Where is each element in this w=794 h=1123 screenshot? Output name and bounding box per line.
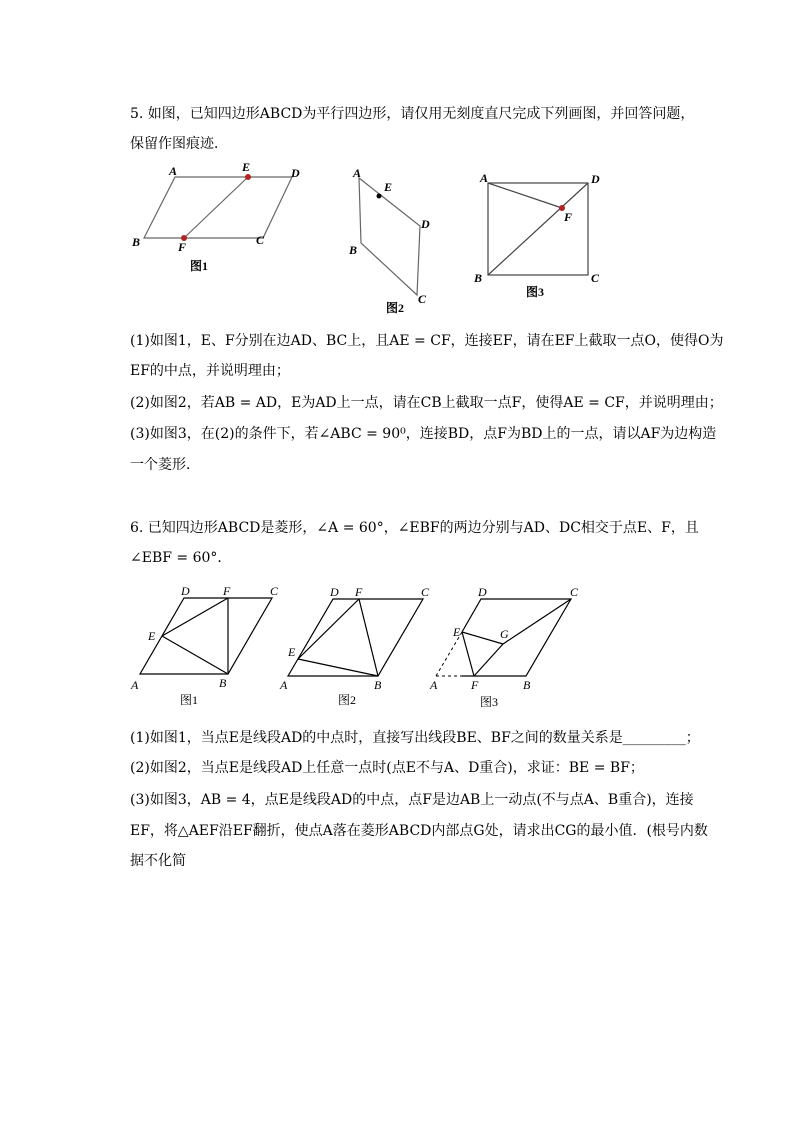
q5-fig3-label-C: C <box>591 271 600 285</box>
q6-fig3-segment-EG <box>462 632 503 644</box>
q6-fig2-segment-EF <box>298 599 359 659</box>
q6-fig1-label-C: C <box>270 584 279 598</box>
q6-fig3-label-G: G <box>500 627 509 641</box>
q5-fig1-parallelogram <box>144 177 292 238</box>
q6-part2: (2)如图2，当点E是线段AD上任意一点时(点E不与A、D重合)，求证：BE = BF； <box>130 760 644 776</box>
q6-fig3-segment-FG <box>474 644 503 676</box>
q6-part1: (1)如图1，当点E是线段AD的中点时，直接写出线段BE、BF之间的数量关系是_________； <box>130 730 700 746</box>
q6-fig2-label-F: F <box>355 585 363 599</box>
q6-fig3-label-F: F <box>471 678 479 692</box>
q5-fig1-caption: 图1 <box>190 259 209 273</box>
q6-part3-line3: 据不化简 <box>130 853 186 869</box>
q6-fig1-rhombus <box>140 598 272 674</box>
q6-fig2-label-A: A <box>280 678 288 692</box>
q5-figure-2 <box>344 165 444 320</box>
q6-fig2-label-C: C <box>421 585 430 599</box>
q6-fig1-label-E: E <box>148 629 156 643</box>
q6-fig3-rhombus-outline <box>462 599 571 676</box>
q5-fig2-caption: 图2 <box>386 301 405 315</box>
q6-fig1-label-B: B <box>219 676 227 690</box>
q5-intro-line2: 保留作图痕迹． <box>130 136 228 152</box>
q6-fig2-label-B: B <box>374 678 382 692</box>
q5-fig2-point-E <box>377 194 382 199</box>
q5-part3-line1: (3)如图3，在(2)的条件下，若∠ABC = 90⁰，连接BD，点F为BD上的一点，请以AF为边构造 <box>130 426 717 442</box>
q6-fig3-label-C: C <box>570 585 579 599</box>
q6-part3-line1: (3)如图3，AB = 4，点E是线段AD的中点，点F是边AB上一动点(不与点A、B重合)，连接 <box>130 792 694 808</box>
q6-fig3-segment-GC <box>503 599 571 644</box>
q5-fig2-label-C: C <box>418 292 427 306</box>
q5-fig3-caption: 图3 <box>526 285 545 299</box>
q5-fig3-segment-AF <box>488 183 562 208</box>
q5-fig3-label-B: B <box>474 271 483 285</box>
q5-fig1-point-E <box>245 174 251 180</box>
q5-part1-line2: EF的中点，并说明理由； <box>130 363 290 379</box>
q6-fig1-label-A: A <box>131 678 139 692</box>
q5-fig1-label-B: B <box>132 235 141 249</box>
q5-fig2-label-B: B <box>349 243 358 257</box>
q6-fig1-label-F: F <box>223 584 231 598</box>
q6-fig2-segment-EB <box>298 659 378 676</box>
q6-figure-2 <box>278 580 438 710</box>
q6-fig3-label-B: B <box>523 678 531 692</box>
q5-fig1-label-E: E <box>242 160 251 174</box>
q5-fig3-label-A: A <box>480 171 489 185</box>
q5-part1-line1: (1)如图1，E、F分别在边AD、BC上，且AE = CF，连接EF，请在EF上截取一点O，使得O为 <box>130 333 724 349</box>
q5-part3-line2: 一个菱形． <box>130 457 200 473</box>
q6-fig2-caption: 图2 <box>338 693 357 707</box>
q5-fig3-diagonal-BD <box>488 183 588 275</box>
q5-fig1-label-C: C <box>256 233 265 247</box>
q5-fig2-label-A: A <box>353 166 362 180</box>
q6-figure-1 <box>128 580 288 710</box>
q5-fig1-label-D: D <box>291 166 300 180</box>
q6-fig3-label-A: A <box>430 678 438 692</box>
q5-fig2-label-E: E <box>384 180 393 194</box>
q5-figure-3 <box>468 165 618 305</box>
q6-part3-line2: EF，将△AEF沿EF翻折，使点A落在菱形ABCD内部点G处，请求出CG的最小值．(根号内数 <box>130 823 708 839</box>
q5-fig3-label-F: F <box>564 210 573 224</box>
q6-fig2-label-E: E <box>288 645 296 659</box>
q5-fig1-label-F: F <box>178 240 187 254</box>
q5-fig1-segment-EF <box>184 177 248 238</box>
q6-fig1-caption: 图1 <box>180 693 199 707</box>
q6-intro-line2: ∠EBF = 60°． <box>130 550 232 566</box>
q6-fig3-label-E: E <box>453 625 461 639</box>
q5-part2: (2)如图2，若AB = AD，E为AD上一点，请在CB上截取一点F，使得AE = CF，并说明理由； <box>130 395 723 411</box>
q6-fig2-label-D: D <box>330 585 339 599</box>
q5-figure-1 <box>128 160 318 278</box>
q6-figure-3 <box>426 580 586 715</box>
q5-fig3-label-D: D <box>591 172 600 186</box>
q6-intro-line1: 6. 已知四边形ABCD是菱形，∠A = 60°，∠EBF的两边分别与AD、DC相交于点E、F，且 <box>130 520 699 536</box>
q5-intro-line1: 5. 如图，已知四边形ABCD为平行四边形，请仅用无刻度直尺完成下列画图，并回答问题， <box>130 106 695 122</box>
q6-fig3-caption: 图3 <box>480 695 499 709</box>
q5-fig2-quadrilateral <box>359 178 420 295</box>
q6-fig2-segment-BF <box>359 599 378 676</box>
q6-fig1-segment-EB <box>162 636 228 674</box>
q6-fig3-label-D: D <box>478 585 487 599</box>
q5-fig1-label-A: A <box>169 164 178 178</box>
q6-fig1-label-D: D <box>181 584 190 598</box>
q6-fig3-segment-EF <box>462 632 474 676</box>
q5-fig2-label-D: D <box>421 217 430 231</box>
q6-fig2-rhombus <box>288 599 423 676</box>
q6-fig1-segment-EF <box>162 598 228 636</box>
